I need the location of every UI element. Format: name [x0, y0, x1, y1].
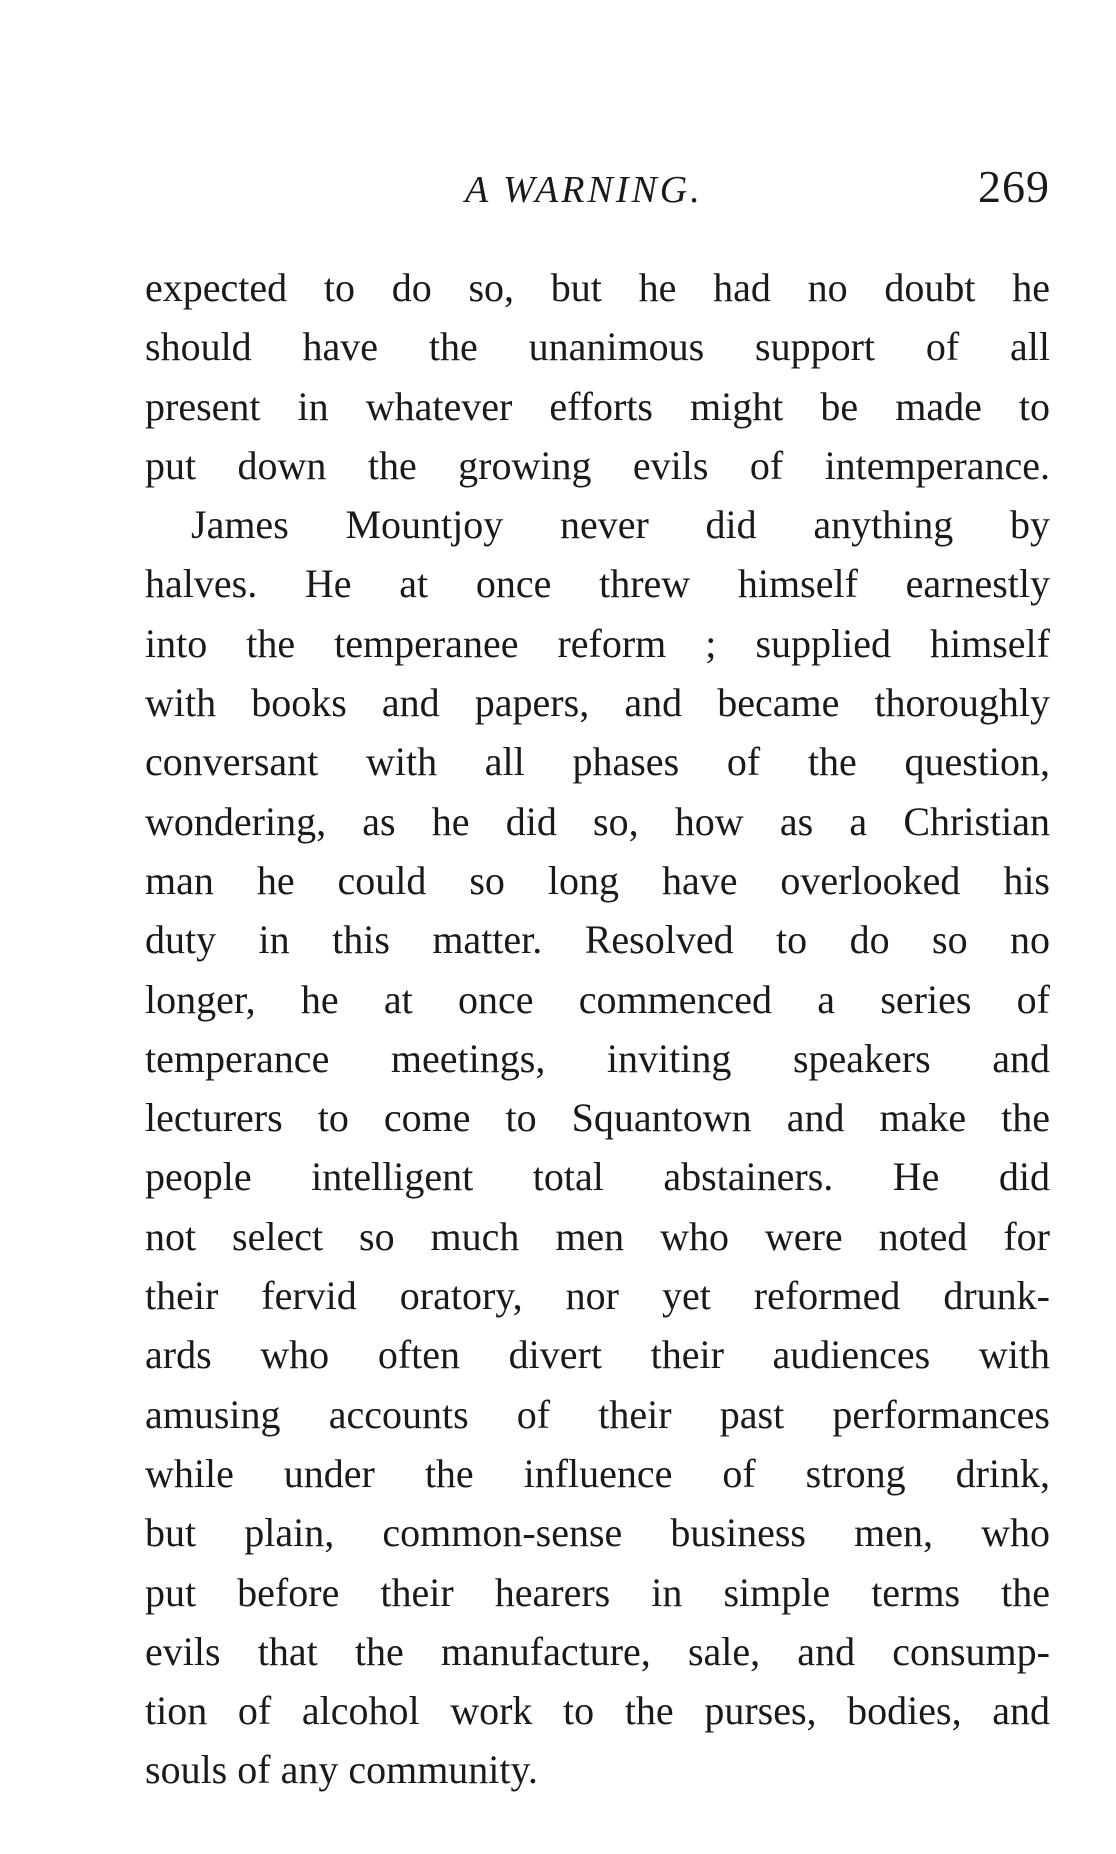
text-line: tion of alcohol work to the purses, bodies, and: [145, 1688, 1050, 1734]
running-head: [145, 160, 1050, 220]
text-line: duty in this matter. Resolved to do so no: [145, 917, 1050, 963]
text-line: expected to do so, but he had no doubt he: [145, 265, 1050, 310]
text-line: put down the growing evils of intemperance.: [145, 442, 1050, 488]
text-line: amusing accounts of their past performances: [145, 1391, 1050, 1437]
paragraph-end-line: souls of any community.: [145, 1747, 538, 1793]
running-title: A WARNING.: [465, 169, 703, 211]
text-line: into the temperanee reform ; supplied himself: [145, 620, 1050, 666]
text-line: put before their hearers in simple terms the: [145, 1569, 1050, 1615]
text-line: not select so much men who were noted for: [145, 1213, 1050, 1259]
text-line: present in whatever efforts might be made to: [145, 383, 1050, 429]
text-line: longer, he at once commenced a series of: [145, 976, 1050, 1022]
text-line: temperance meetings, inviting speakers and: [145, 1035, 1050, 1081]
text-line: man he could so long have overlooked his: [145, 857, 1050, 903]
text-line: lecturers to come to Squantown and make the: [145, 1095, 1050, 1141]
text-line: should have the unanimous support of all: [145, 324, 1050, 370]
text-line: conversant with all phases of the question,: [145, 739, 1050, 785]
text-line: halves. He at once threw himself earnestly: [145, 561, 1050, 607]
text-line: but plain, common-sense business men, who: [145, 1510, 1050, 1556]
text-line: their fervid oratory, nor yet reformed drunk-: [145, 1273, 1050, 1319]
text-line: evils that the manufacture, sale, and consump-: [145, 1628, 1050, 1674]
text-line: wondering, as he did so, how as a Christian: [145, 798, 1050, 844]
page-number: 269: [978, 161, 1050, 212]
paragraph-start-line: James Mountjoy never did anything by: [191, 502, 1050, 548]
text-line: people intelligent total abstainers. He did: [145, 1154, 1050, 1200]
text-line: while under the influence of strong drink,: [145, 1450, 1050, 1496]
text-line: with books and papers, and became thoroughly: [145, 680, 1050, 726]
text-line: ards who often divert their audiences with: [145, 1332, 1050, 1378]
body-text: [145, 258, 1050, 1800]
